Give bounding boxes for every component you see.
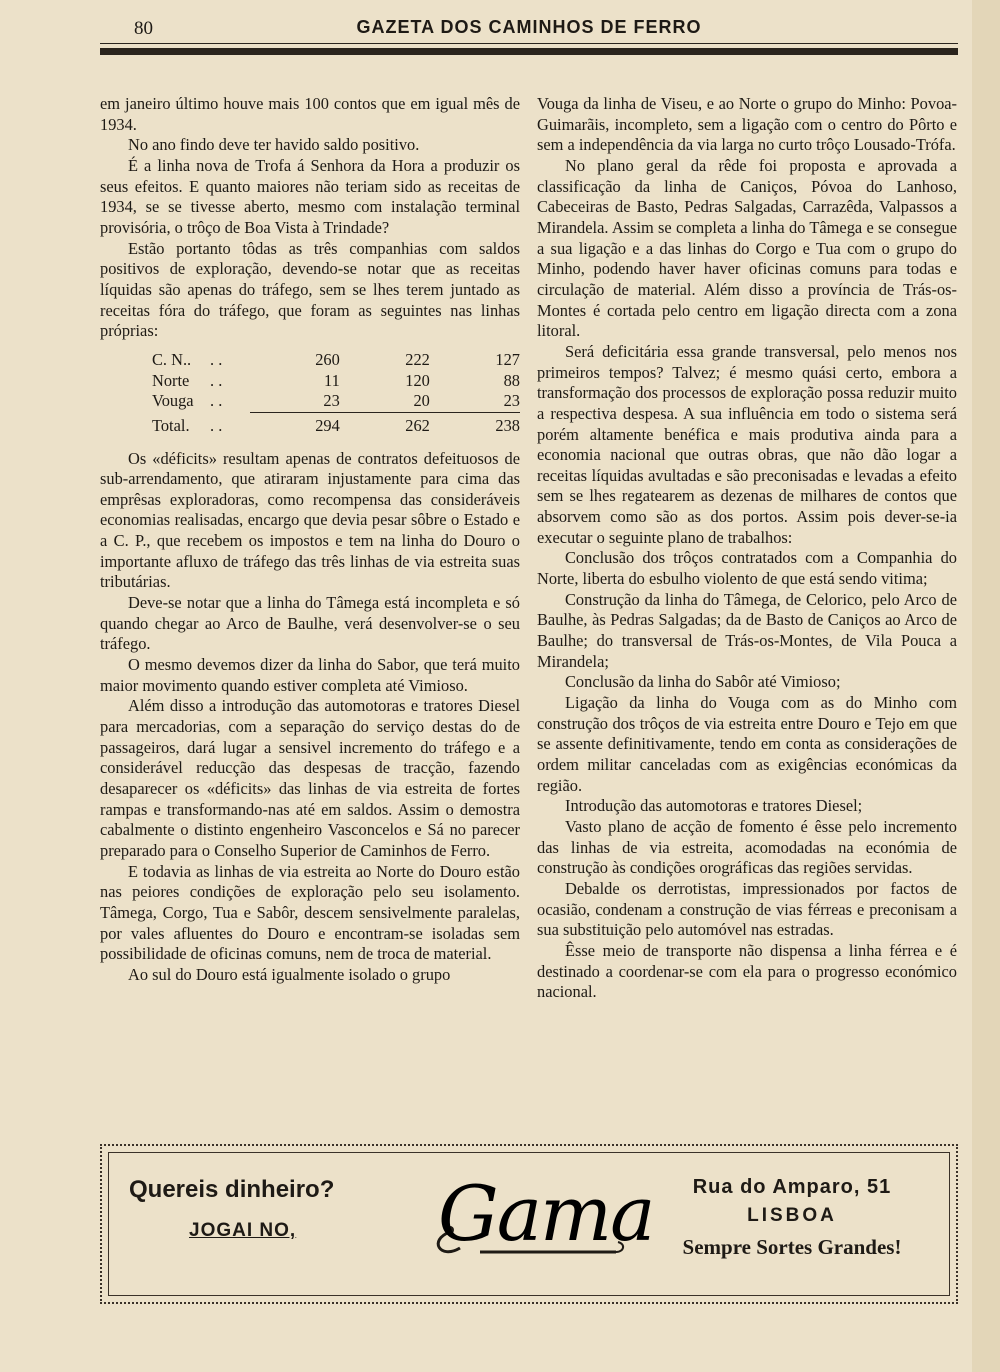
page-header: [100, 12, 958, 52]
table-total-row: [152, 412, 520, 436]
paragraph: Os «déficits» resultam apenas de contratos defeituosos de sub-arrendamento, que atiraram injustamente para cima das emprêsas exploradoras, como recompensa das consideráveis economias realisadas, encargo que devia pesar sôbre o Estado e a C. P., que recebem os impostos e tem na linha do Douro o importante afluxo de tráfego das três linhas de via estreita suas tributárias.: [100, 448, 520, 592]
ad-slogan: Sempre Sortes Grandes!: [682, 1235, 902, 1259]
row-dots: . .: [210, 370, 223, 390]
right-column: [537, 94, 957, 1003]
advertisement: [100, 1144, 958, 1304]
row-dots: . .: [210, 391, 223, 411]
paragraph: Será deficitária essa grande transversal, pelo menos nos primeiros tempos? Talvez; é mesmo quási certo, embora a transformação dos processos de exploração possa reduzir muito a respectiva despesa. A sua influência em todo o sistema será porém altamente benéfica e mais produtiva ainda para a economia nacional que outras obras, que não dão logar a receitas líquidas avultadas e são preconisadas e levadas a efeito sem se lhes regatearem as dezenas de milhares de contos que absorvem como são as dos portos. Assim pois dever-se-ia executar o seguinte plano de trabalhos:: [537, 341, 957, 547]
paragraph: No ano findo deve ter havido saldo positivo.: [128, 135, 420, 155]
table-cell: 262: [405, 415, 430, 435]
ad-right: [657, 1176, 927, 1260]
paragraph: O mesmo devemos dizer da linha do Sabor, que terá muito maior movimento quando estiver completa até Vimioso.: [100, 655, 520, 695]
table-row: [152, 371, 520, 392]
paragraph: Vouga da linha de Viseu, e ao Norte o grupo do Minho: Povoa-Guimarãis, incompleto, sem a ligação com o centro do Pôrto e sem a independência da via larga no curto trôço Lousado-Trófa.: [537, 94, 957, 155]
table-cell: 127: [495, 349, 520, 369]
row-label: Total.: [152, 415, 190, 435]
paragraph: Além disso a introdução das automotoras e tratores Diesel para mercadorias, com a separação do serviço destas do de passageiros, dará lugar a sensivel incremento do tráfego e a considerável reducção das despesas de tracção, fazendo desaparecer os «déficits» das linhas de via estreita de fortes rampas e transformando-nas até em saldos. Assim o demostra cabalmente o distinto engenheiro Vasconcelos e Sá no parecer preparado para o Conselho Superior de Caminhos de Ferro.: [100, 696, 520, 860]
paragraph: Êsse meio de transporte não dispensa a linha férrea e é destinado a coordenar-se com ela para o progresso económico nacional.: [537, 940, 957, 1002]
left-column: [100, 94, 520, 986]
table-cell: 238: [495, 415, 520, 435]
table-cell: 88: [503, 370, 520, 390]
table-cell: 23: [250, 391, 340, 412]
paragraph: É a linha nova de Trofa á Senhora da Hora a produzir os seus efeitos. E quanto maiores não teriam sido as receitas de 1934, se se tivesse aberto, mesmo com instalação terminal provisória, o trôço de Boa Vista à Trindade?: [100, 155, 520, 237]
ad-address: Rua do Amparo, 51: [692, 1176, 892, 1198]
journal-title: GAZETA DOS CAMINHOS DE FERRO: [356, 17, 702, 37]
ad-question: Quereis dinheiro?: [129, 1176, 335, 1203]
logo-flourish-icon: [420, 1160, 654, 1270]
row-label: Vouga: [152, 391, 194, 411]
table-cell: 23: [430, 391, 520, 412]
paragraph: Estão portanto tôdas as três companhias com saldos positivos de exploração, devendo-se notar que as receitas líquidas são apenas do tráfego, sem se lhes terem juntado as receitas fóra do tráfego, que foram as seguintes nas linhas próprias:: [100, 238, 520, 341]
table-cell: 11: [324, 370, 340, 390]
table-cell: 260: [315, 349, 340, 369]
ad-left: [129, 1176, 334, 1242]
paragraph: Conclusão dos trôços contratados com a Companhia do Norte, liberta do esbulho violento de que está sendo vitima;: [537, 548, 957, 589]
paragraph: No plano geral da rêde foi proposta e aprovada a classificação da linha de Caniços, Póvoa do Lanhoso, Cabeceiras de Basto, Pedras Salgadas, Carrazêda, Valpassos a Mirandela. Assim se completa a linha do Tâmega e se consegue a sua ligação e a das linhas do Corgo e Tua com o grupo do Minho, podendo haver haver oficinas comuns para todas e circulação de material. Além disso a província de Trás-os-Montes é cortada pelo centro em ligação directa com a zona litoral.: [537, 155, 957, 341]
header-rule-thin: [100, 43, 958, 44]
paragraph: em janeiro último houve mais 100 contos que em igual mês de 1934.: [100, 94, 520, 134]
paragraph: Introdução das automotoras e tratores Diesel;: [565, 796, 863, 816]
table-cell: 294: [315, 415, 340, 435]
row-label: Norte: [152, 370, 190, 390]
table-cell: 20: [340, 391, 430, 412]
page-edge: [972, 0, 1000, 1372]
row-dots: . .: [210, 415, 223, 435]
revenue-table: [152, 350, 520, 437]
table-row: [152, 350, 520, 371]
row-dots: . .: [210, 349, 223, 369]
paragraph: Vasto plano de acção de fomento é êsse pelo incremento das linhas de via estreita, acomodadas na económia de construção às condições orográficas das regiões servidas.: [537, 816, 957, 878]
table-cell: 120: [405, 370, 430, 390]
page-number: 80: [134, 18, 153, 39]
ad-call-to-action: JOGAI NO,: [189, 1220, 297, 1241]
paragraph: Conclusão da linha do Sabôr até Vimioso;: [565, 672, 841, 692]
gama-logo: [420, 1160, 654, 1270]
paragraph: Ao sul do Douro está igualmente isolado o grupo: [128, 964, 451, 984]
row-label: C. N..: [152, 349, 192, 369]
logo-text: Gama: [438, 1169, 654, 1258]
paragraph: Debalde os derrotistas, impressionados por factos de ocasião, condenam a construção de vias férreas e preconisam a sua substituição pelo automóvel nas estradas.: [537, 878, 957, 940]
table-row: [152, 391, 520, 412]
ad-city: LISBOA: [747, 1205, 837, 1226]
header-rule-thick: [100, 48, 958, 55]
table-cell: 222: [405, 349, 430, 369]
paragraph: E todavia as linhas de via estreita ao Norte do Douro estão nas peiores condições de exploração pelo seu isolamento. Tâmega, Corgo, Tua e Sabôr, descem sensivelmente paralelas, por vales afluentes do Douro e encontram-se isoladas sem possibilidade de oficinas comuns, nem de troca de material.: [100, 861, 520, 964]
paragraph: Deve-se notar que a linha do Tâmega está incompleta e só quando chegar ao Arco de Baulhe, verá desenvolver-se o seu tráfego.: [100, 593, 520, 654]
paragraph: Ligação da linha do Vouga com as do Minho com construção dos trôços de via estreita entre Douro e Tejo em que se assente definitivamente, tendo em conta as considerações de ordem militar canceladas com as exigências económicas da região.: [537, 693, 957, 795]
paragraph: Construção da linha do Tâmega, de Celorico, pelo Arco de Baulhe, às Pedras Salgadas; da de Basto de Caniços ao Arco de Baulhe; do transversal de Trás-os-Montes, de Vila Pouca a Mirandela;: [537, 589, 957, 671]
